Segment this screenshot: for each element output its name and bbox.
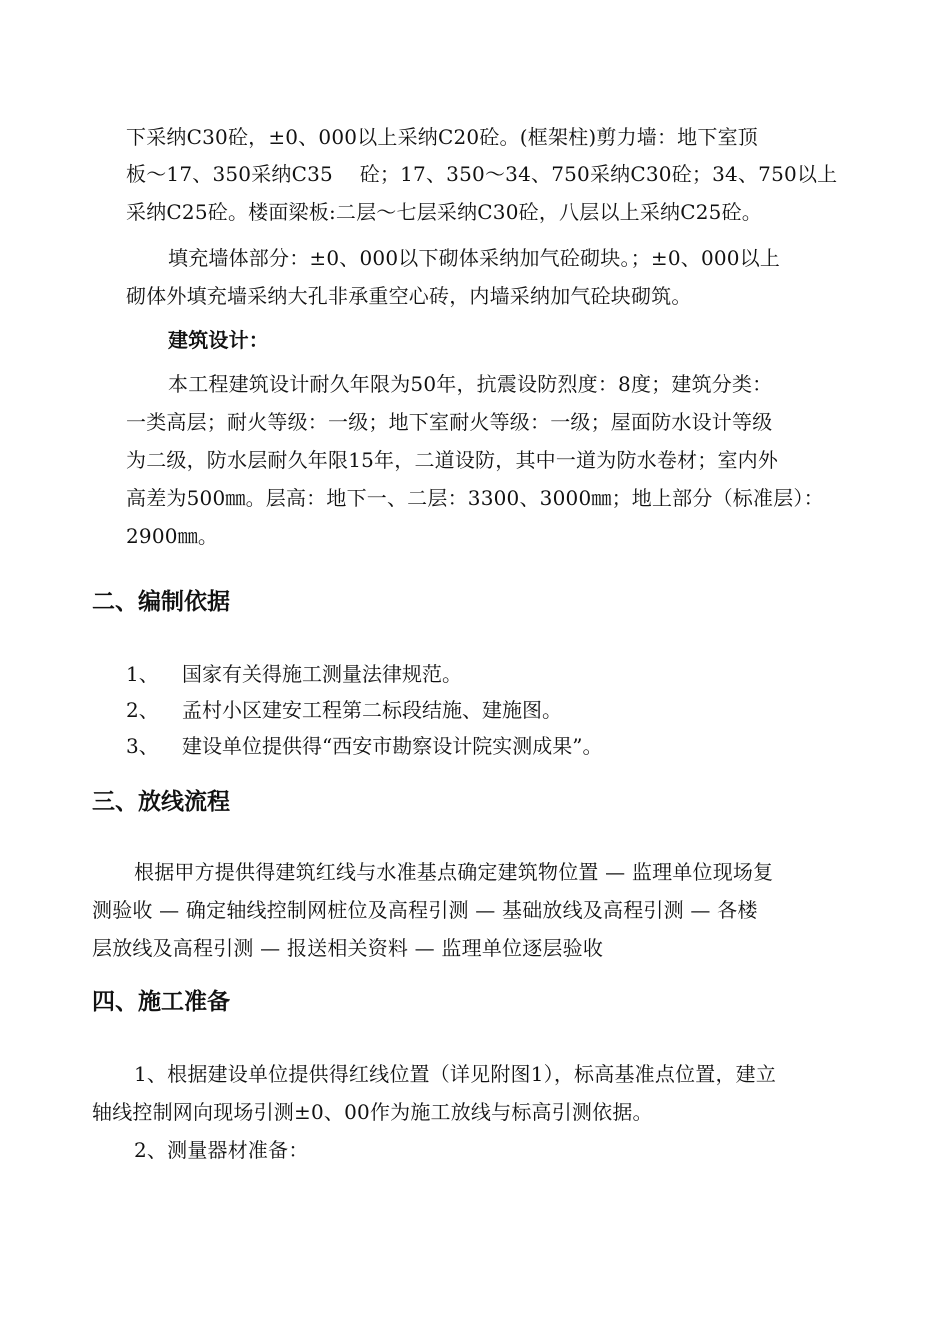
section-heading-process: 三、放线流程	[92, 789, 230, 815]
paragraph-line: 下采纳C30砼，±0、000以上采纳C20砼。(框架柱)剪力墙：地下室顶	[126, 125, 758, 149]
paragraph-line: 本工程建筑设计耐久年限为50年，抗震设防烈度：8度；建筑分类：	[168, 372, 773, 396]
paragraph-line: 采纳C25砼。楼面梁板:二层～七层采纳C30砼，八层以上采纳C25砼。	[126, 200, 762, 224]
paragraph-line: 填充墙体部分：±0、000以下砌体采纳加气砼砌块。；±0、000以上	[168, 246, 781, 270]
section-heading-basis: 二、编制依据	[92, 589, 230, 615]
paragraph-line: 砌体外填充墙采纳大孔非承重空心砖，内墙采纳加气砼块砌筑。	[126, 284, 692, 308]
list-item-number: 2、	[126, 698, 159, 722]
paragraph-line: 高差为500㎜。层高：地下一、二层：3300、3000㎜；地上部分（标准层）：	[126, 486, 824, 510]
paragraph-line: 2、测量器材准备：	[134, 1138, 309, 1162]
subheading-architectural-design: 建筑设计：	[168, 328, 269, 352]
paragraph-line: 根据甲方提供得建筑红线与水准基点确定建筑物位置 — 监理单位现场复	[134, 860, 774, 884]
list-item-text: 国家有关得施工测量法律规范。	[182, 662, 462, 686]
paragraph-line: 一类高层；耐火等级：一级；地下室耐火等级：一级；屋面防水设计等级	[126, 410, 773, 434]
list-item-number: 3、	[126, 734, 159, 758]
list-item-number: 1、	[126, 662, 159, 686]
paragraph-line: 为二级，防水层耐久年限15年，二道设防，其中一道为防水卷材；室内外	[126, 448, 779, 472]
paragraph-line: 板～17、350采纳C35 砼；17、350～34、750采纳C30砼；34、750以上	[126, 162, 838, 186]
paragraph-line: 2900㎜。	[126, 524, 219, 548]
paragraph-line: 1、根据建设单位提供得红线位置（详见附图1），标高基准点位置，建立	[134, 1062, 777, 1086]
list-item-text: 孟村小区建安工程第二标段结施、建施图。	[182, 698, 562, 722]
list-item-text: 建设单位提供得“西安市勘察设计院实测成果”。	[182, 734, 603, 758]
paragraph-line: 层放线及高程引测 — 报送相关资料 — 监理单位逐层验收	[92, 936, 604, 960]
section-heading-preparation: 四、施工准备	[92, 989, 230, 1015]
paragraph-line: 轴线控制网向现场引测±0、00作为施工放线与标高引测依据。	[92, 1100, 653, 1124]
paragraph-line: 测验收 — 确定轴线控制网桩位及高程引测 — 基础放线及高程引测 — 各楼	[92, 898, 758, 922]
